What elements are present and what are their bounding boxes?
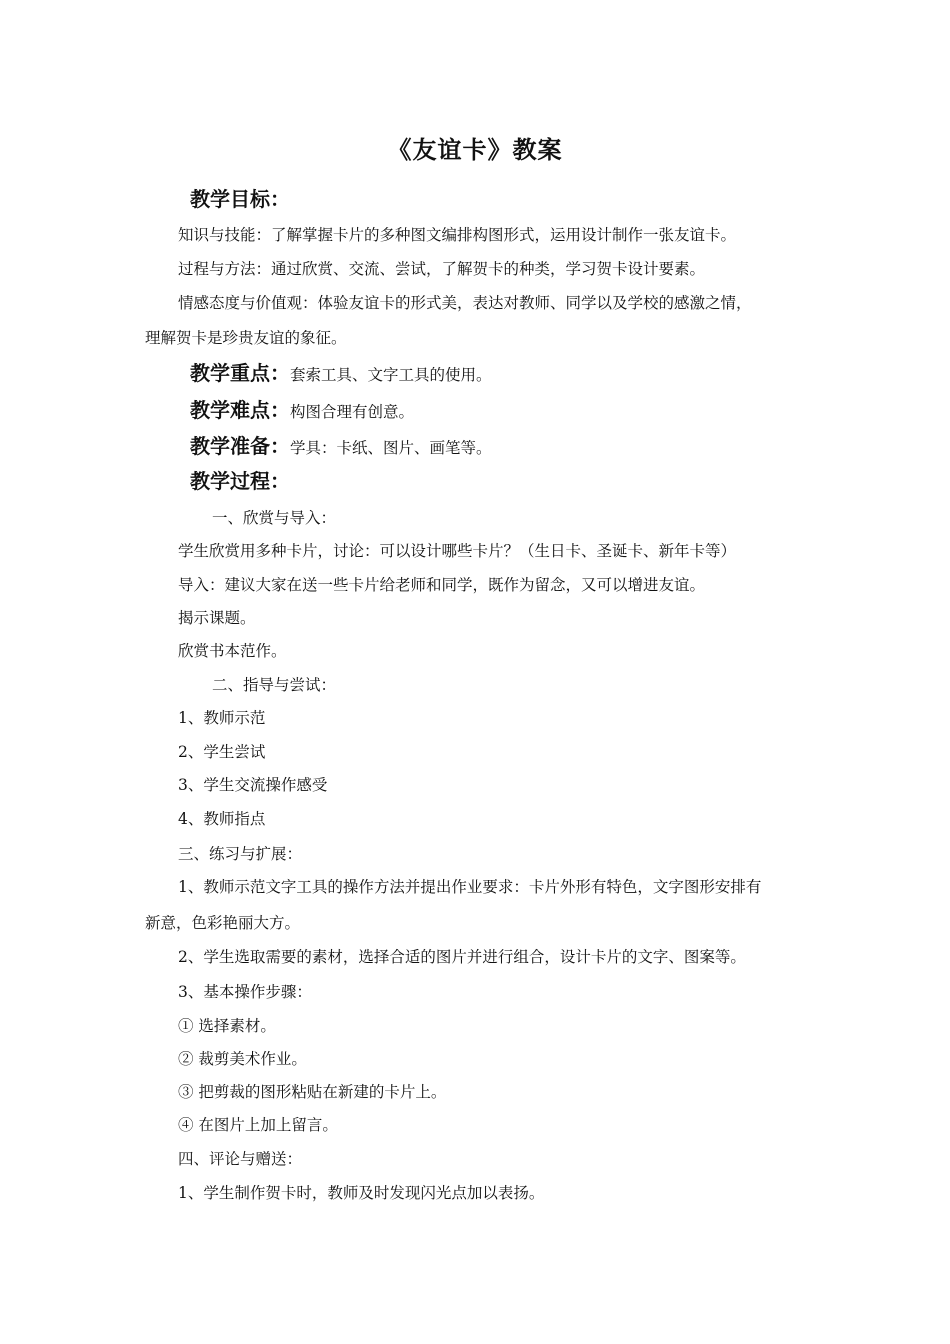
section3-item3: 3、基本操作步骤： [178, 983, 312, 1001]
preparation-label: 教学准备： [190, 434, 290, 458]
objective-knowledge: 知识与技能：了解掌握卡片的多种图文编排构图形式，运用设计制作一张友谊卡。 [178, 226, 737, 244]
section1-line: 揭示课题。 [178, 609, 256, 627]
section3-step: ④ 在图片上加上留言。 [178, 1116, 338, 1134]
document-title: 《友谊卡》教案 [387, 135, 563, 164]
difficulty-row [190, 397, 414, 425]
section1-title: 一、欣赏与导入： [212, 509, 337, 527]
section3-item1-line1: 1、教师示范文字工具的操作方法并提出作业要求：卡片外形有特色，文字图形安排有 [178, 878, 762, 896]
section1-line: 学生欣赏用多种卡片，讨论：可以设计哪些卡片？（生日卡、圣诞卡、新年卡等） [178, 542, 737, 560]
key-point-label: 教学重点： [190, 361, 290, 385]
section3-item1-line2: 新意，色彩艳丽大方。 [145, 914, 301, 932]
objective-emotion-line2: 理解贺卡是珍贵友谊的象征。 [145, 329, 347, 347]
section4-item1: 1、学生制作贺卡时，教师及时发现闪光点加以表扬。 [178, 1184, 545, 1202]
difficulty-value: 构图合理有创意。 [290, 403, 415, 421]
section3-step: ③ 把剪裁的图形粘贴在新建的卡片上。 [178, 1083, 447, 1101]
process-heading: 教学过程： [190, 469, 290, 493]
section1-line: 欣赏书本范作。 [178, 642, 287, 660]
key-point-row [190, 360, 492, 388]
section2-item: 1、教师示范 [178, 709, 266, 727]
section3-title: 三、练习与扩展： [178, 845, 303, 863]
objective-emotion-line1: 情感态度与价值观：体验友谊卡的形式美，表达对教师、同学以及学校的感激之情， [178, 294, 752, 312]
objective-process: 过程与方法：通过欣赏、交流、尝试，了解贺卡的种类，学习贺卡设计要素。 [178, 260, 706, 278]
preparation-value: 学具：卡纸、图片、画笔等。 [290, 439, 492, 457]
section1-line: 导入：建议大家在送一些卡片给老师和同学，既作为留念，又可以增进友谊。 [178, 576, 706, 594]
section3-step: ① 选择素材。 [178, 1017, 276, 1035]
section4-title: 四、评论与赠送： [178, 1150, 303, 1168]
objectives-heading: 教学目标： [190, 187, 290, 211]
section2-item: 3、学生交流操作感受 [178, 776, 328, 794]
difficulty-label: 教学难点： [190, 398, 290, 422]
section3-item2: 2、学生选取需要的素材，选择合适的图片并进行组合，设计卡片的文字、图案等。 [178, 948, 746, 966]
section2-item: 2、学生尝试 [178, 743, 266, 761]
section3-step: ② 裁剪美术作业。 [178, 1050, 307, 1068]
section2-title: 二、指导与尝试： [212, 676, 337, 694]
preparation-row [190, 433, 492, 461]
key-point-value: 套索工具、文字工具的使用。 [290, 366, 492, 384]
section2-item: 4、教师指点 [178, 810, 266, 828]
